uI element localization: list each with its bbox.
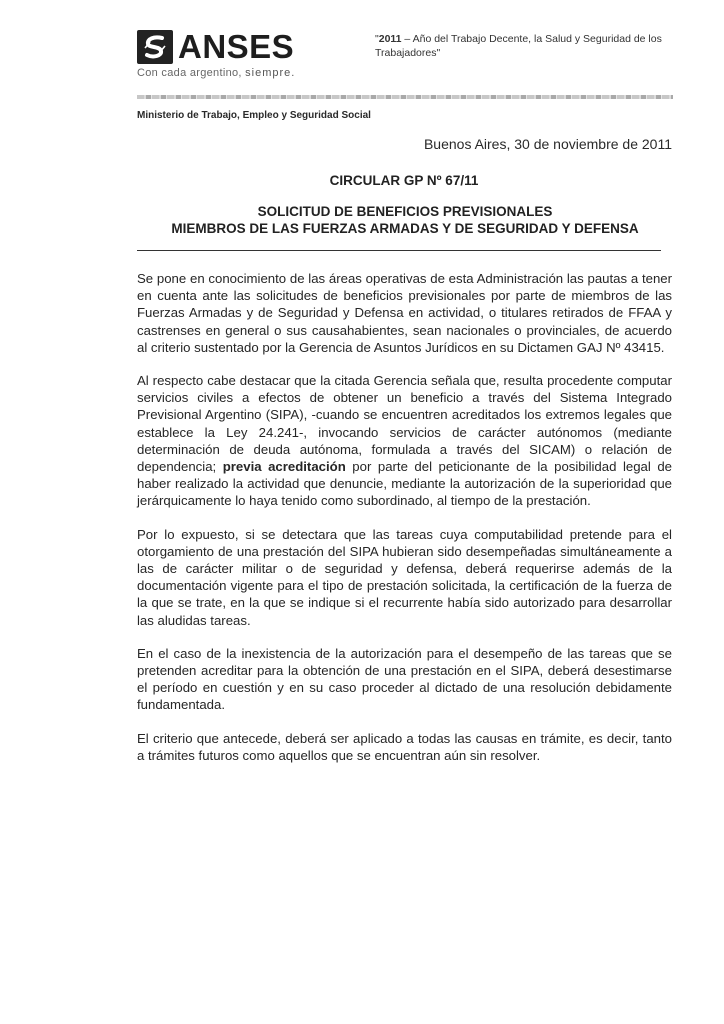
title-underline [137,250,661,251]
paragraph-3: Por lo expuesto, si se detectara que las tareas cuya computabilidad pretende para el otorgamiento de una prestación del SIPA hubieran sido desempeñadas simultáneamente a las de carácter militar o de seguridad y defensa, deberá requerirse además de la documentación vigente para el tipo de prestación solicitada, la certificación de la fuerza de la que se trate, en la que se indique si el recurrente había sido autorizado para desarrollar las aludidas tareas. [137,526,672,628]
header-divider [137,95,673,99]
paragraph-5: El criterio que antecede, deberá ser aplicado a todas las causas en trámite, es decir, tanto a trámites futuros como aquellos que se encuentran aún sin resolver. [137,730,672,763]
document-title [137,203,673,237]
ministry-name: Ministerio de Trabajo, Empleo y Seguridad Social [137,110,371,121]
document-date: Buenos Aires, 30 de noviembre de 2011 [423,136,672,152]
anses-logo [137,30,347,79]
emphasis-previa-acreditacion: previa acreditación [222,459,346,475]
logo-tagline: Con cada argentino, siempre. [137,67,296,79]
title-line-1: SOLICITUD DE BENEFICIOS PREVISIONALES [257,204,553,219]
paragraph-1: Se pone en conocimiento de las áreas operativas de esta Administración las pautas a tener en cuenta ante las solicitudes de beneficios previsionales por parte de miembros de las Fuerzas Armadas y de Seguridad y Defensa en actividad, o titulares retirados de FFAA y castrenses en general o sus causahabientes, sean nacionales o provinciales, de acuerdo al criterio sustentado por la Gerencia de Asuntos Jurídicos en su Dictamen GAJ Nº 43415. [137,271,672,355]
title-line-2: MIEMBROS DE LAS FUERZAS ARMADAS Y DE SEGURIDAD Y DEFENSA [171,221,639,236]
logo-wordmark: ANSES [178,28,295,65]
quote-year: 2011 [378,33,402,45]
anses-emblem-icon [137,30,173,64]
quote-text: – Año del Trabajo Decente, la Salud y Seguridad de los Trabajadores" [375,33,662,59]
document-body [137,270,672,780]
paragraph-4: En el caso de la inexistencia de la autorización para el desempeño de las tareas que se pretenden acreditar para la obtención de una prestación en el SIPA, deberá desestimarse el período en cuestión y en su caso proceder al dictado de una resolución debidamente fundamentada. [137,645,672,713]
header-year-quote: "2011 – Año del Trabajo Decente, la Salud y Seguridad de los Trabajadores" [375,33,662,59]
circular-number: CIRCULAR GP Nº 67/11 [329,173,479,188]
paragraph-2: Al respecto cabe destacar que la citada Gerencia señala que, resulta procedente computar servicios civiles a efectos de obtener un beneficio a través del Sistema Integrado Previsional Argentino (SIPA), -cuando se encuentren acreditados los extremos legales que establece la Ley 24.241-, invocando servicios de carácter autónomos (mediante determinación de deuda autónoma, formulada a través del SICAM) o relación de dependencia; previa acreditación por parte del peticionante de la posibilidad legal de haber realizado la actividad que denuncie, mediante la autorización de la superioridad que jerárquicamente lo haya tenido como subordinado, al tiempo de la prestación. [137,373,672,509]
